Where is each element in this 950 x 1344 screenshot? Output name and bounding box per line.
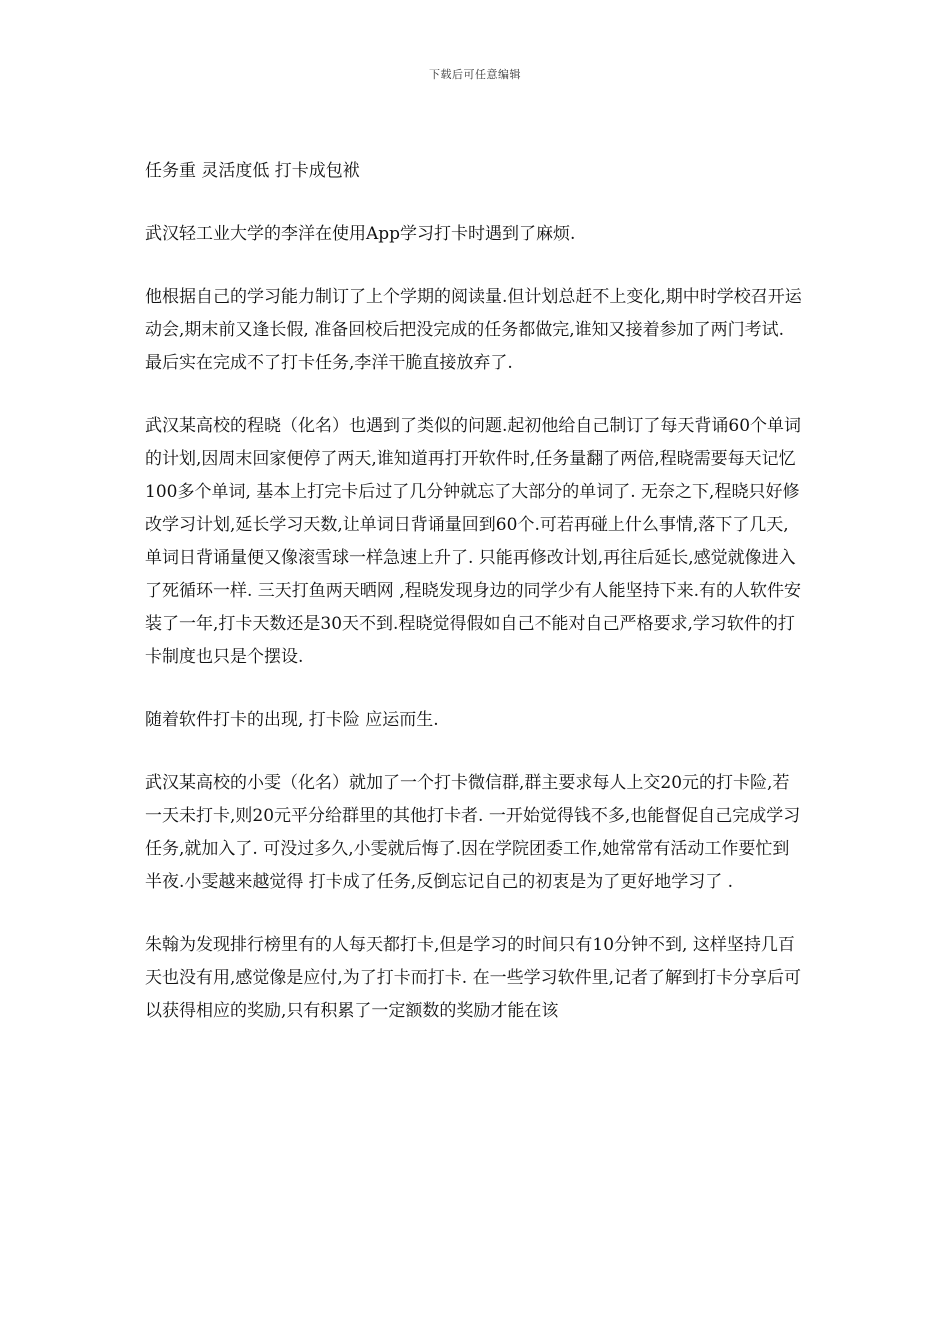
article-body [145, 155, 805, 1058]
header-note: 下载后可任意编辑 [429, 68, 521, 81]
paragraph: 他根据自己的学习能力制订了上个学期的阅读量.但计划总赶不上变化,期中时学校召开运动会,期末前又逢长假, 准备回校后把没完成的任务都做完,谁知又接着参加了两门考试. 最后实在完成不了打卡任务,李洋干脆直接放弃了. [145, 287, 802, 373]
paragraph: 朱翰为发现排行榜里有的人每天都打卡,但是学习的时间只有10分钟不到, 这样坚持几百天也没有用,感觉像是应付,为了打卡而打卡. 在一些学习软件里,记者了解到打卡分享后可以获得相应的奖励,只有积累了一定额数的奖励才能在该 [145, 935, 802, 1021]
paragraph: 武汉轻工业大学的李洋在使用App学习打卡时遇到了麻烦. [145, 224, 576, 244]
paragraph: 随着软件打卡的出现, 打卡险 应运而生. [145, 710, 439, 730]
paragraph: 武汉某高校的程晓（化名）也遇到了类似的问题.起初他给自己制订了每天背诵60个单词的计划,因周末回家便停了两天,谁知道再打开软件时,任务量翻了两倍,程晓需要每天记忆100多个单词, 基本上打完卡后过了几分钟就忘了大部分的单词了. 无奈之下,程晓只好修改学习计划,延长学习天数,让单词日背诵量回到60个.可若再碰上什么事情,落下了几天,单词日背诵量便又像滚雪球一样急速上升了. 只能再修改计划,再往后延长,感觉就像进入了死循环一样. 三天打鱼两天晒网 ,程晓发现身边的同学少有人能坚持下来.有的人软件安装了一年,打卡天数还是30天不到.程晓觉得假如自己不能对自己严格要求,学习软件的打卡制度也只是个摆设. [145, 416, 802, 667]
article-subheading: 任务重 灵活度低 打卡成包袱 [145, 161, 360, 181]
paragraph: 武汉某高校的小雯（化名）就加了一个打卡微信群,群主要求每人上交20元的打卡险,若一天未打卡,则20元平分给群里的其他打卡者. 一开始觉得钱不多,也能督促自己完成学习任务,就加入了. 可没过多久,小雯就后悔了.因在学院团委工作,她常常有活动工作要忙到半夜.小雯越来越觉得 打卡成了任务,反倒忘记自己的初衷是为了更好地学习了 . [145, 773, 801, 892]
